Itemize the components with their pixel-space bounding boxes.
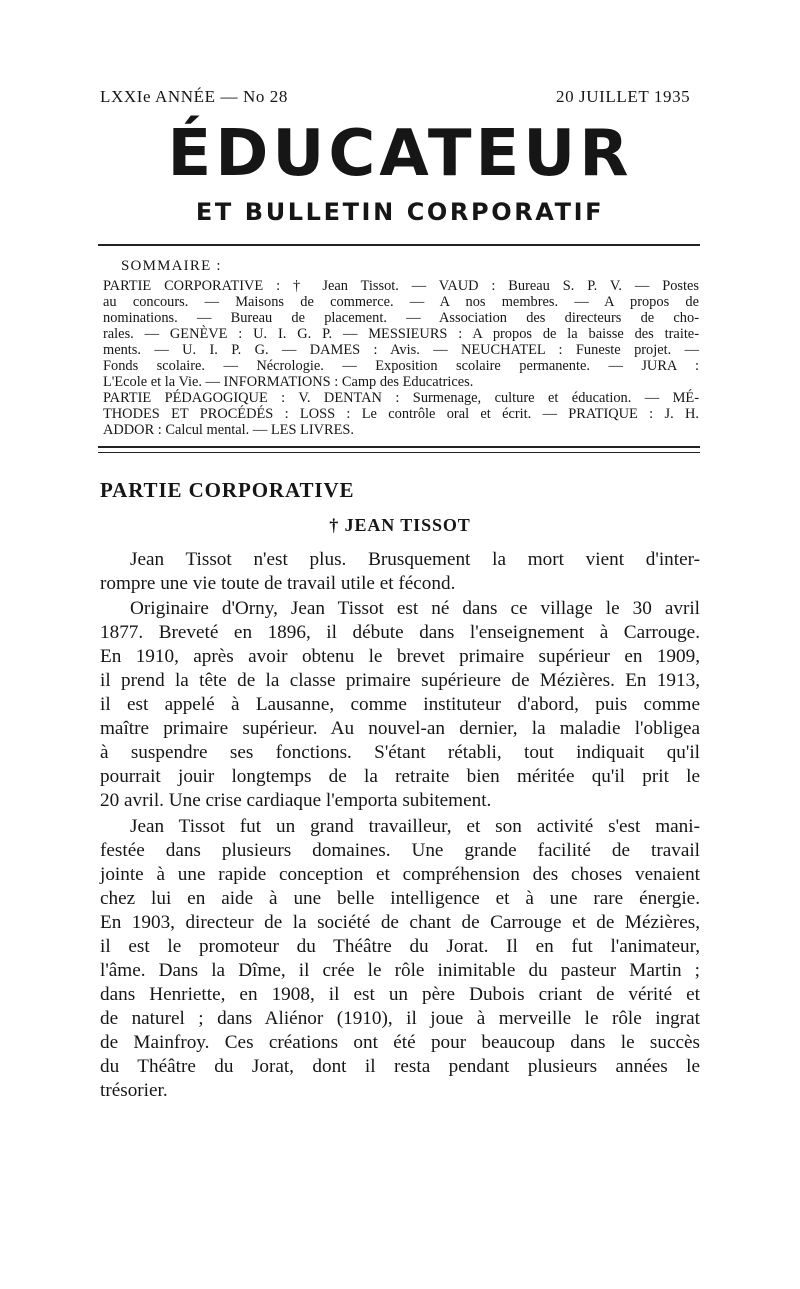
body-line: il est appelé à Lausanne, comme instituteur d'abord, puis comme [100,694,700,715]
body-line: En 1903, directeur de la société de chant de Carrouge et de Mézières, [100,912,700,933]
body-line: il est le promoteur du Théâtre du Jorat. Il en fut l'animateur, [100,936,700,957]
summary-line: ADDOR : Calcul mental. — LES LIVRES. [103,422,355,438]
summary-line: PARTIE CORPORATIVE : † Jean Tissot. — VAUD : Bureau S. P. V. — Postes [103,278,699,294]
double-divider-bottom [98,452,700,453]
issue-date: 20 JUILLET 1935 [556,87,691,106]
body-line: dans Henriette, en 1908, il est un père Dubois criant de vérité et [100,984,700,1005]
body-line: 1877. Breveté en 1896, il débute dans l'enseignement à Carrouge. [100,622,700,643]
body-line: pourrait jouir longtemps de la retraite bien méritée qu'il prit le [100,766,700,787]
top-divider [98,244,700,246]
body-line: Jean Tissot fut un grand travailleur, et son activité s'est mani- [130,816,700,837]
summary-line: THODES ET PROCÉDÉS : LOSS : Le contrôle oral et écrit. — PRATIQUE : J. H. [103,406,699,422]
summary-line: PARTIE PÉDAGOGIQUE : V. DENTAN : Surmenage, culture et éducation. — MÉ- [103,390,699,406]
body-line: de Mainfroy. Ces créations ont été pour beaucoup dans le succès [100,1032,700,1053]
summary-line: Fonds scolaire. — Nécrologie. — Exposition scolaire permanente. — JURA : [103,358,699,374]
body-line: il prend la tête de la classe primaire supérieure de Mézières. En 1913, [100,670,700,691]
body-line: chez lui en aide à une belle intelligence et à une rare énergie. [100,888,700,909]
body-line: 20 avril. Une crise cardiaque l'emporta subitement. [100,790,492,811]
summary-line: nominations. — Bureau de placement. — Association des directeurs de cho- [103,310,699,326]
body-line: Jean Tissot n'est plus. Brusquement la mort vient d'inter- [130,549,700,570]
summary-line: L'Ecole et la Vie. — INFORMATIONS : Camp des Educatrices. [103,374,474,390]
masthead-subtitle: ET BULLETIN CORPORATIF [195,198,605,226]
issue-number: LXXIe ANNÉE — No 28 [100,87,288,106]
body-line: Originaire d'Orny, Jean Tissot est né dans ce village le 30 avril [130,598,700,619]
body-line: de naturel ; dans Aliénor (1910), il joue à merveille le rôle ingrat [100,1008,700,1029]
masthead-title: ÉDUCATEUR [167,117,633,191]
body-line: jointe à une rapide conception et compréhension des choses venaient [100,864,700,885]
body-line: à suspendre ses fonctions. S'étant rétabli, tout indiquait qu'il [100,742,700,763]
body-line: du Théâtre du Jorat, dont il resta pendant plusieurs années le [100,1056,700,1077]
summary-heading: SOMMAIRE : [121,258,222,274]
body-line: l'âme. Dans la Dîme, il crée le rôle inimitable du pasteur Martin ; [100,960,700,981]
section-title: PARTIE CORPORATIVE [100,478,355,502]
summary-line: au concours. — Maisons de commerce. — A nos membres. — A propos de [103,294,699,310]
body-line: maître primaire supérieur. Au nouvel-an dernier, la maladie l'obligea [100,718,700,739]
summary-line: ments. — U. I. P. G. — DAMES : Avis. — NEUCHATEL : Funeste projet. — [103,342,699,358]
article-title: † JEAN TISSOT [329,515,471,535]
body-line: trésorier. [100,1080,168,1101]
body-line: festée dans plusieurs domaines. Une grande facilité de travail [100,840,700,861]
body-line: rompre une vie toute de travail utile et fécond. [100,573,456,594]
summary-line: rales. — GENÈVE : U. I. G. P. — MESSIEURS : A propos de la baisse des traite- [103,326,699,342]
body-line: En 1910, après avoir obtenu le brevet primaire supérieur en 1909, [100,646,700,667]
double-divider-top [98,446,700,448]
